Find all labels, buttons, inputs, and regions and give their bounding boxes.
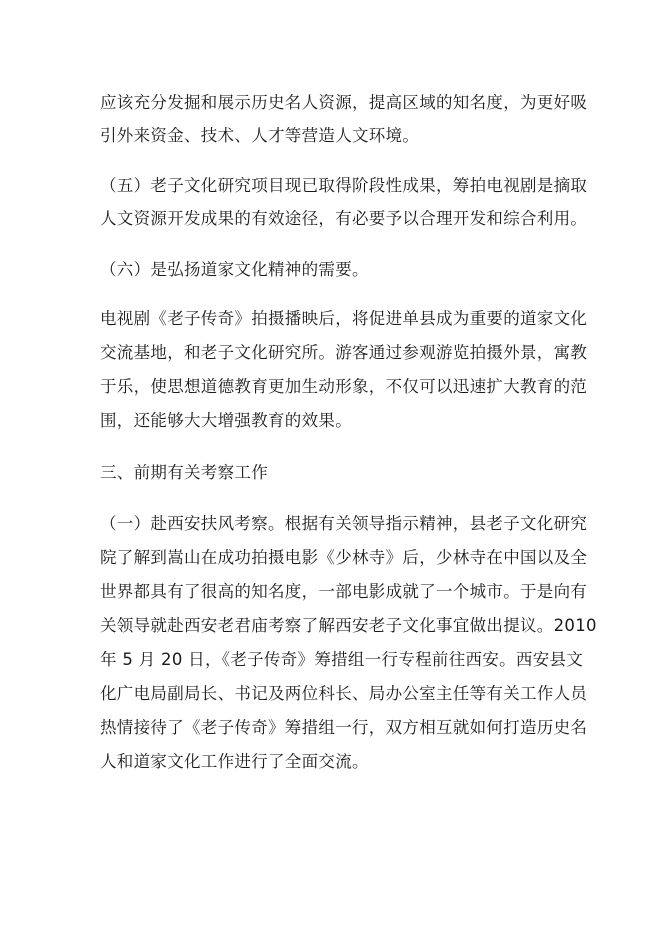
text-line: 围，还能够大大增强教育的效果。: [100, 411, 352, 430]
text-line: （一）赴西安扶风考察。根据有关领导指示精神，县老子文化研究: [100, 514, 588, 533]
text-line: 关领导就赴西安老君庙考察了解西安老子文化事宜做出提议。2010: [100, 616, 597, 635]
text-line: 引外来资金、技术、人才等营造人文环境。: [100, 126, 420, 145]
text-line: 热情接待了《老子传奇》筹措组一行，双方相互就如何打造历史名: [100, 718, 588, 737]
text-line: 交流基地，和老子文化研究所。游客通过参观游览拍摄外景，寓教: [100, 343, 588, 362]
text-line: 于乐，使思想道德教育更加生动形象，不仅可以迅速扩大教育的范: [100, 377, 588, 396]
text-line: （六）是弘扬道家文化精神的需要。: [100, 260, 369, 279]
text-line: 人文资源开发成果的有效途径，有必要予以合理开发和综合利用。: [100, 209, 588, 228]
text-line: 化广电局副局长、书记及两位科长、局办公室主任等有关工作人员: [100, 684, 588, 703]
text-line: 应该充分发掘和展示历史名人资源，提高区域的知名度，为更好吸: [100, 93, 588, 112]
text-line: 年 5 月 20 日，《老子传奇》筹措组一行专程前往西安。西安县文: [100, 650, 584, 669]
text-line: 院了解到嵩山在成功拍摄电影《少林寺》后，少林寺在中国以及全: [100, 548, 588, 567]
text-line: 世界都具有了很高的知名度，一部电影成就了一个城市。于是向有: [100, 582, 588, 601]
text-line: 电视剧《老子传奇》拍摄播映后，将促进单县成为重要的道家文化: [100, 309, 588, 328]
text-line: 人和道家文化工作进行了全面交流。: [100, 752, 369, 771]
section-heading: 三、前期有关考察工作: [100, 463, 268, 482]
text-line: （五）老子文化研究项目现已取得阶段性成果，筹拍电视剧是摘取: [100, 176, 588, 195]
